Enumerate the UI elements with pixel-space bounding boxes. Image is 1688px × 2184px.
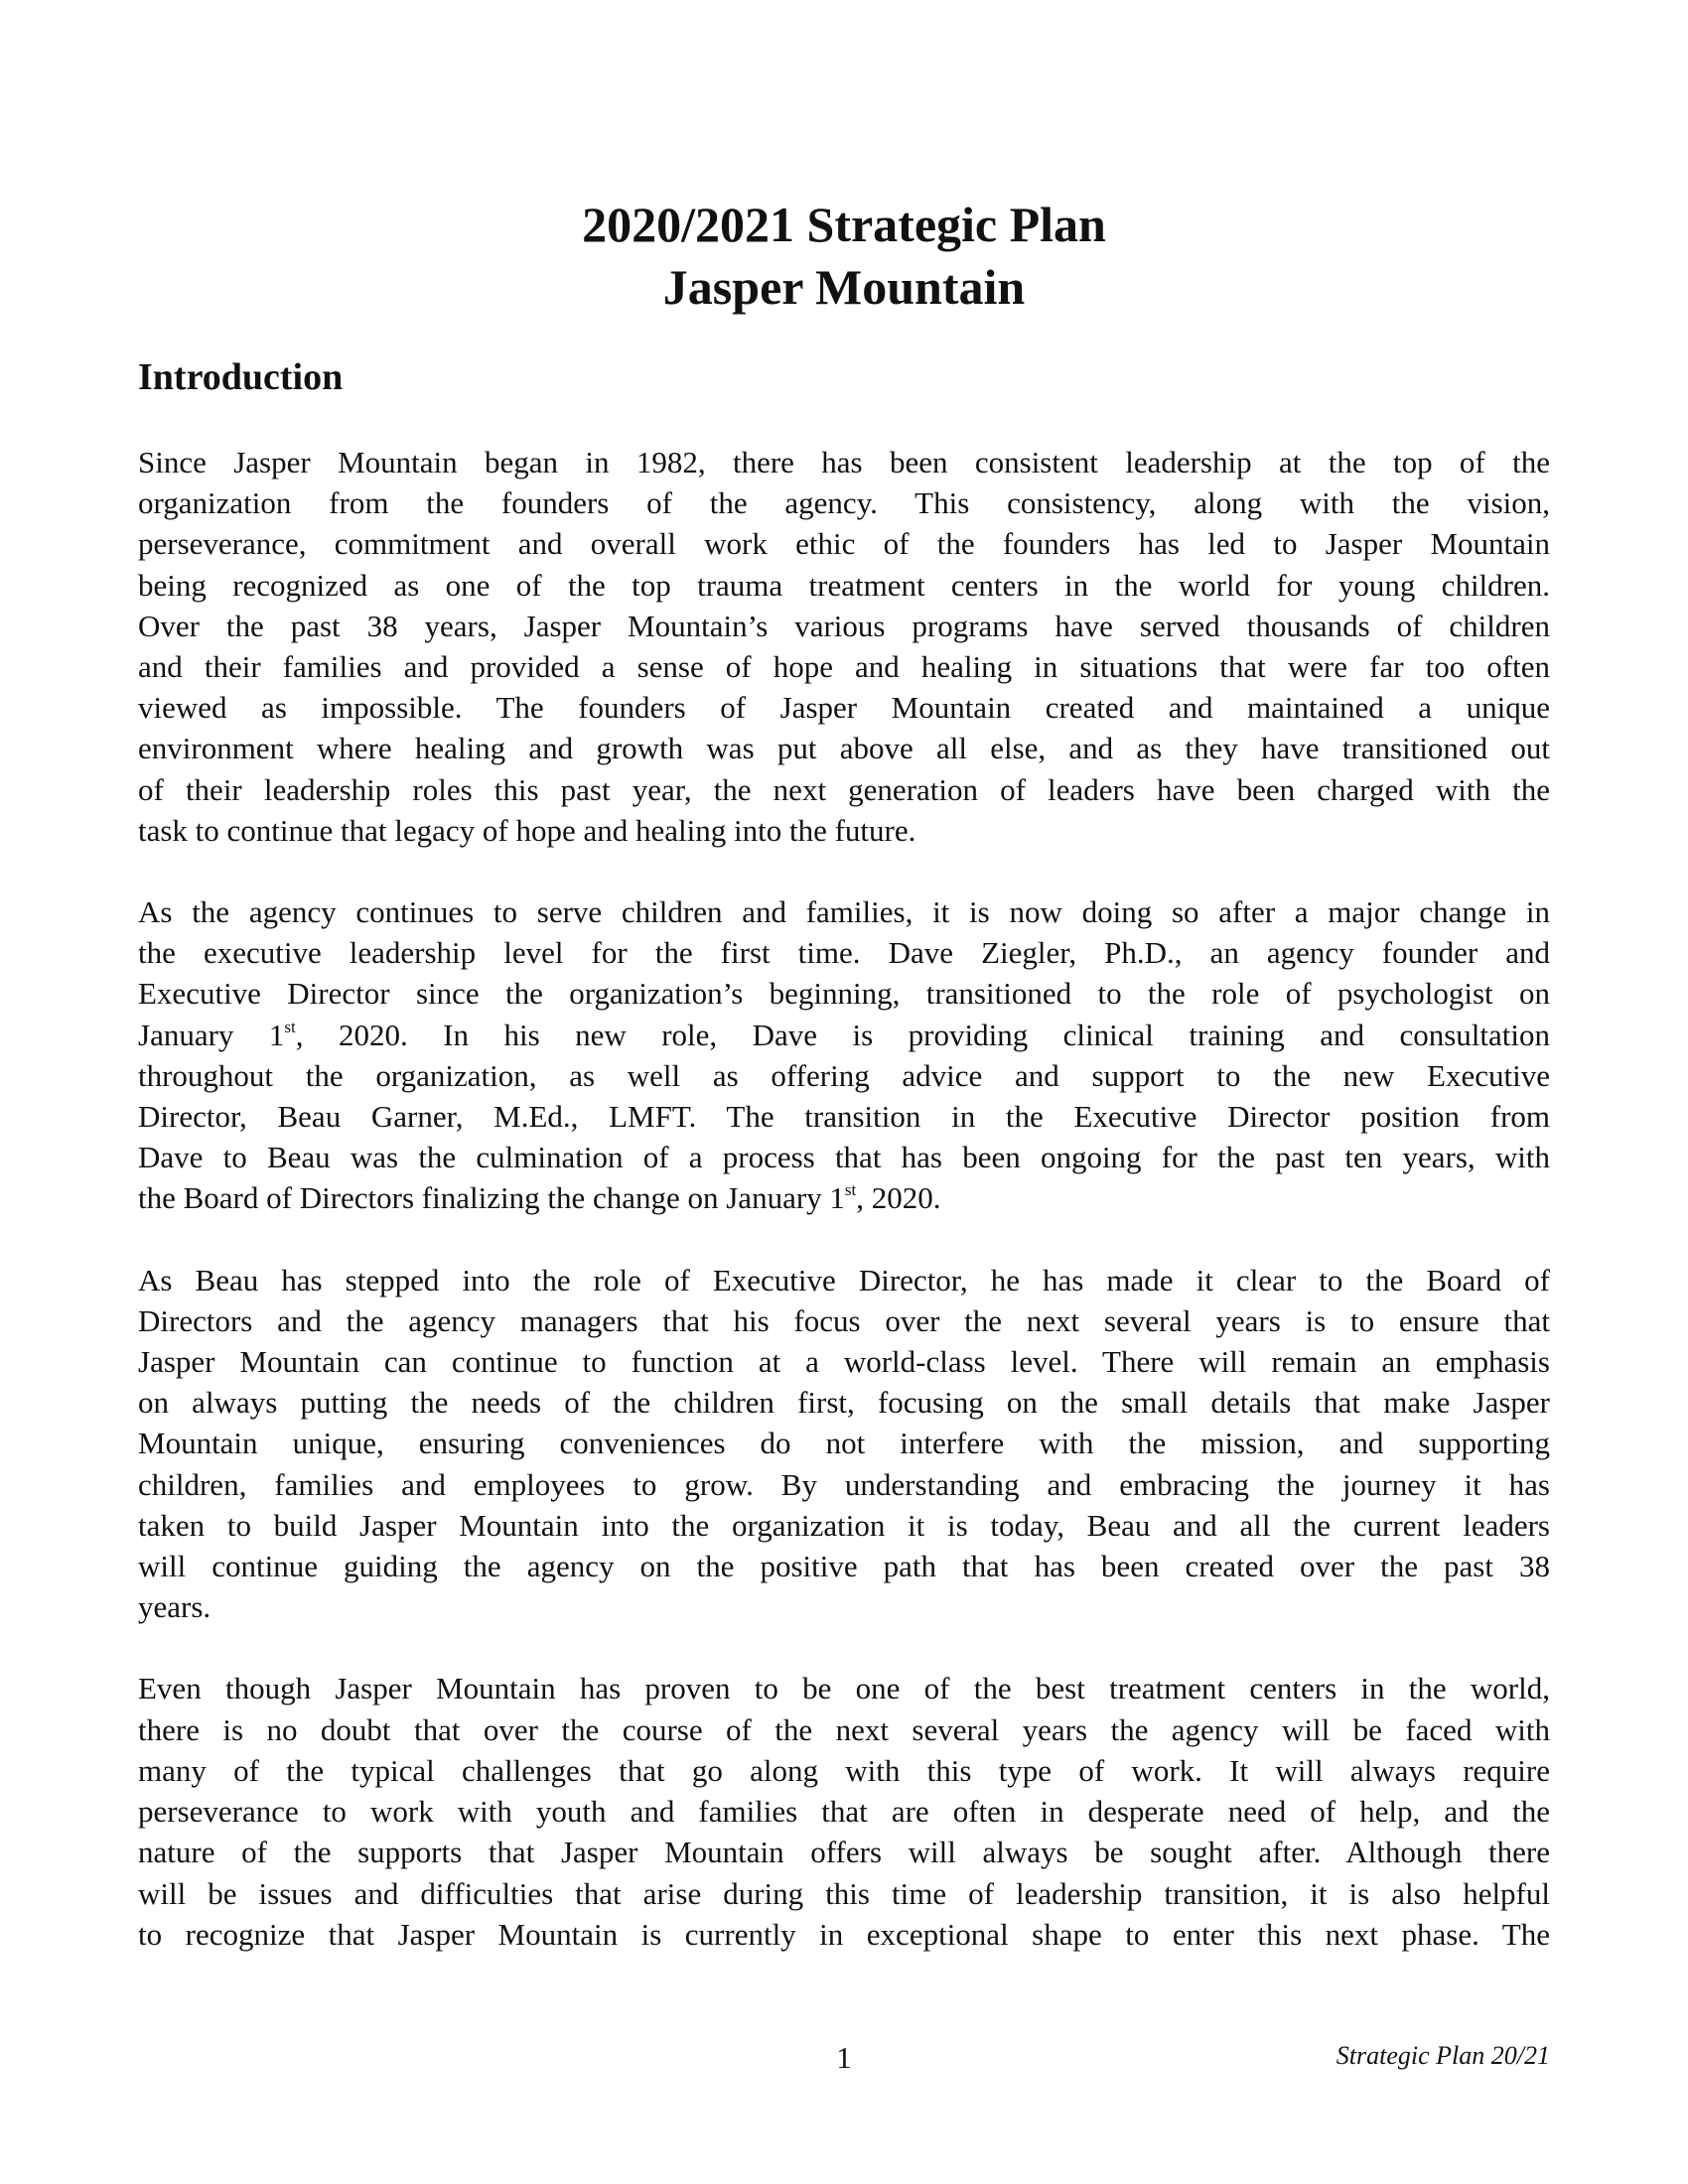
text-line: organization from the founders of the agency. This consistency, along with the vision,	[138, 485, 1550, 521]
text-line: January 1st, 2020. In his new role, Dave is providing clinical training and consultation	[138, 1017, 1550, 1052]
text-line: perseverance to work with youth and families that are often in desperate need of help, and the	[138, 1794, 1550, 1830]
text-line: Directors and the agency managers that his focus over the next several years is to ensure that	[138, 1302, 1550, 1338]
text-line: of their leadership roles this past year, the next generation of leaders have been charged with the	[138, 771, 1550, 807]
text-line: perseverance, commitment and overall work ethic of the founders has led to Jasper Mountain	[138, 526, 1550, 562]
text-line: nature of the supports that Jasper Mountain offers will always be sought after. Although there	[138, 1835, 1550, 1870]
text-line: Even though Jasper Mountain has proven to be one of the best treatment centers in the world,	[138, 1671, 1550, 1706]
text-line: will be issues and difficulties that arise during this time of leadership transition, it is also helpful	[138, 1875, 1550, 1911]
text-line: to recognize that Jasper Mountain is currently in exceptional shape to enter this next phase. The	[138, 1916, 1550, 1952]
paragraph	[138, 1668, 1550, 1954]
text-line: Since Jasper Mountain began in 1982, there has been consistent leadership at the top of the	[138, 445, 1550, 479]
text-line: children, families and employees to grow. By understanding and embracing the journey it has	[138, 1466, 1550, 1502]
text-line: Over the past 38 years, Jasper Mountain’s various programs have served thousands of children	[138, 608, 1550, 643]
paragraph	[138, 442, 1550, 851]
running-footer-title: Strategic Plan 20/21	[1336, 2041, 1550, 2070]
text-line: environment where healing and growth was put above all else, and as they have transitioned out	[138, 731, 1550, 766]
section-heading-introduction: Introduction	[138, 356, 344, 398]
text-line: there is no doubt that over the course of the next several years the agency will be faced with	[138, 1711, 1550, 1747]
text-line: the executive leadership level for the first time. Dave Ziegler, Ph.D., an agency founder and	[138, 935, 1550, 971]
text-line: and their families and provided a sense of hope and healing in situations that were far too often	[138, 649, 1550, 685]
text-line: many of the typical challenges that go along with this type of work. It will always require	[138, 1752, 1550, 1788]
text-line: throughout the organization, as well as offering advice and support to the new Executive	[138, 1057, 1550, 1093]
document-title: 2020/2021 Strategic Plan	[582, 197, 1106, 252]
text-line: Executive Director since the organization’s beginning, transitioned to the role of psychologist on	[138, 976, 1550, 1012]
page-number: 1	[836, 2040, 852, 2075]
text-line: Jasper Mountain can continue to function at a world-class level. There will remain an emphasis	[138, 1344, 1550, 1380]
text-line: As the agency continues to serve children and families, it is now doing so after a major change in	[138, 894, 1550, 930]
body-text	[138, 442, 1550, 1995]
paragraph	[138, 1260, 1550, 1628]
title-block	[0, 194, 1688, 319]
text-line: Mountain unique, ensuring conveniences do not interfere with the mission, and supporting	[138, 1426, 1550, 1461]
text-line: the Board of Directors finalizing the change on January 1st, 2020.	[138, 1180, 941, 1216]
text-line: task to continue that legacy of hope and healing into the future.	[138, 812, 916, 848]
text-line: will continue guiding the agency on the positive path that has been created over the past 38	[138, 1549, 1550, 1584]
text-line: years.	[138, 1589, 211, 1625]
text-line: Director, Beau Garner, M.Ed., LMFT. The transition in the Executive Director position from	[138, 1099, 1550, 1135]
text-line: viewed as impossible. The founders of Jasper Mountain created and maintained a unique	[138, 690, 1550, 726]
text-line: being recognized as one of the top trauma treatment centers in the world for young children.	[138, 567, 1550, 603]
text-line: on always putting the needs of the children first, focusing on the small details that make Jasper	[138, 1385, 1550, 1421]
text-line: Dave to Beau was the culmination of a process that has been ongoing for the past ten years, with	[138, 1140, 1550, 1175]
text-line: As Beau has stepped into the role of Executive Director, he has made it clear to the Board of	[138, 1262, 1550, 1297]
text-line: taken to build Jasper Mountain into the organization it is today, Beau and all the current leaders	[138, 1507, 1550, 1543]
document-subtitle: Jasper Mountain	[662, 259, 1026, 315]
paragraph	[138, 891, 1550, 1219]
